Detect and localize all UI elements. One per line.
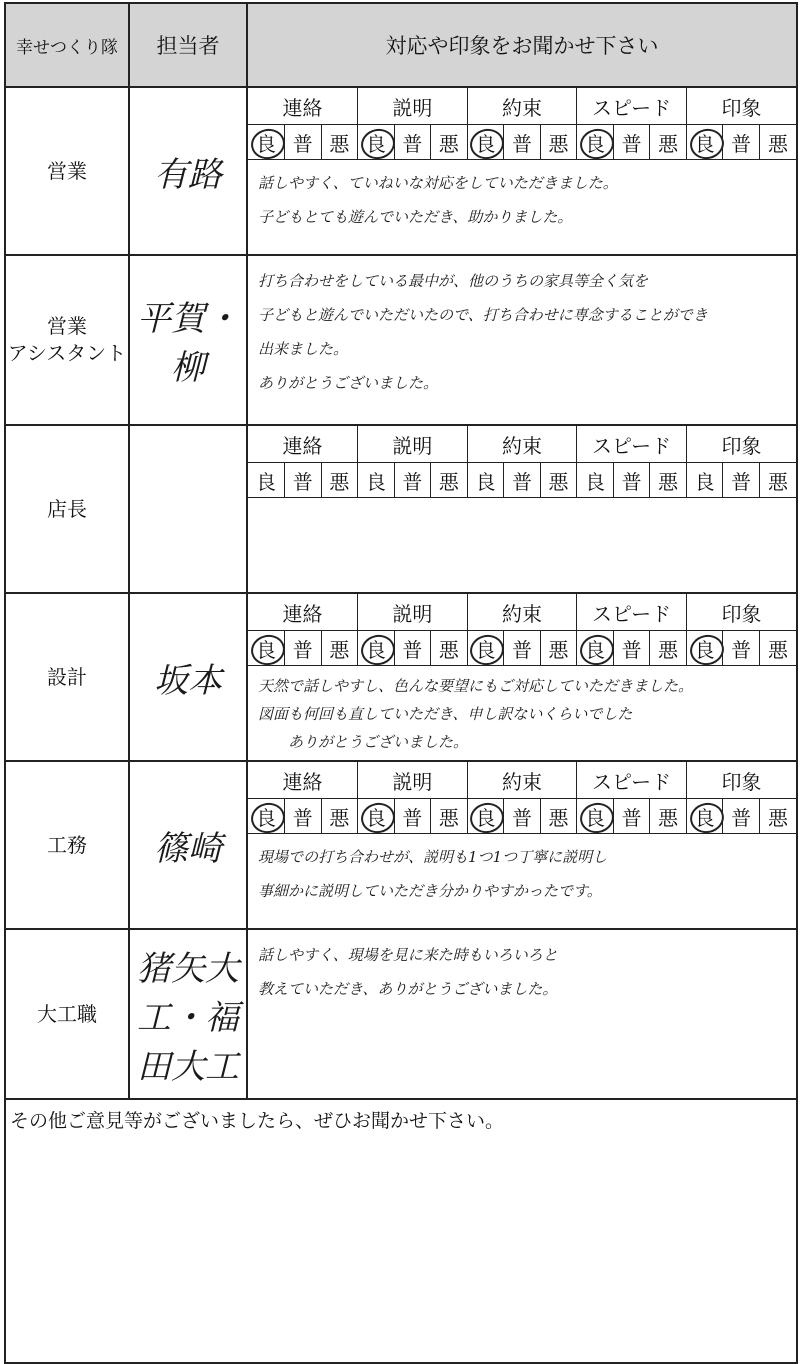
staff-signature: 篠崎 — [129, 761, 247, 929]
rating-option[interactable]: 悪 — [759, 799, 796, 834]
feedback-table — [4, 2, 798, 1364]
comment-block — [248, 256, 796, 404]
dept-row — [5, 425, 797, 593]
rating-option[interactable]: 悪 — [540, 631, 577, 666]
rating-option[interactable]: 普 — [504, 799, 541, 834]
feedback-cell — [247, 425, 797, 593]
staff-signature: 平賀・柳 — [129, 255, 247, 425]
rating-category: 印象 — [686, 426, 796, 463]
comment-line: 話しやすく、現場を見に来た時もいろいろと — [258, 946, 558, 964]
dept-row — [5, 929, 797, 1099]
rating-category: 説明 — [358, 426, 468, 463]
rating-category: 連絡 — [248, 762, 358, 799]
rating-option[interactable]: 良 — [358, 631, 395, 666]
rating-grid — [248, 88, 796, 160]
comment-block — [248, 834, 796, 912]
rating-option[interactable]: 悪 — [540, 799, 577, 834]
rating-option[interactable]: 普 — [394, 631, 431, 666]
feedback-cell — [247, 255, 797, 425]
rating-option[interactable]: 普 — [613, 125, 650, 160]
rating-option[interactable]: 良 — [248, 125, 285, 160]
rating-option[interactable]: 良 — [358, 799, 395, 834]
rating-option[interactable]: 普 — [504, 631, 541, 666]
staff-signature: 猪矢大工・福田大工 — [129, 929, 247, 1099]
rating-option[interactable]: 悪 — [650, 125, 687, 160]
rating-category: 印象 — [686, 594, 796, 631]
rating-option[interactable]: 悪 — [540, 125, 577, 160]
rating-option[interactable]: 悪 — [431, 463, 468, 498]
comment-line: 現場での打ち合わせが、説明も1つ1つ丁寧に説明し — [258, 848, 608, 866]
rating-option[interactable]: 良 — [577, 463, 614, 498]
rating-grid — [248, 426, 796, 498]
comment-line: 教えていただき、ありがとうございました。 — [258, 980, 558, 998]
dept-label: 大工職 — [5, 929, 129, 1099]
other-comments-prompt: その他ご意見等がございましたら、ぜひお聞かせ下さい。 — [5, 1099, 797, 1363]
rating-category: 印象 — [686, 88, 796, 125]
rating-category: 約束 — [467, 762, 577, 799]
staff-signature: 有路 — [129, 87, 247, 255]
rating-option[interactable]: 普 — [285, 125, 322, 160]
rating-category: 説明 — [358, 594, 468, 631]
rating-option[interactable]: 普 — [723, 631, 760, 666]
rating-option[interactable]: 悪 — [431, 799, 468, 834]
header-row — [5, 3, 797, 87]
rating-option[interactable]: 普 — [504, 463, 541, 498]
rating-option[interactable]: 悪 — [650, 799, 687, 834]
rating-option[interactable]: 普 — [613, 463, 650, 498]
comment-line: 天然で話しやすし、色んな要望にもご対応していただきました。 — [258, 677, 694, 695]
rating-option[interactable]: 良 — [686, 125, 723, 160]
rating-option[interactable]: 普 — [285, 799, 322, 834]
rating-option[interactable]: 良 — [467, 799, 504, 834]
rating-option[interactable]: 普 — [613, 631, 650, 666]
dept-row — [5, 255, 797, 425]
rating-category: 説明 — [358, 88, 468, 125]
dept-label: 店長 — [5, 425, 129, 593]
rating-grid — [248, 762, 796, 834]
rating-option[interactable]: 悪 — [650, 631, 687, 666]
rating-option[interactable]: 普 — [723, 463, 760, 498]
comment-line: 図面も何回も直していただき、申し訳ないくらいでした — [258, 705, 633, 723]
rating-category: 約束 — [467, 426, 577, 463]
staff-signature: 坂本 — [129, 593, 247, 761]
staff-header: 担当者 — [129, 3, 247, 87]
comment-line: 出来ました。 — [258, 340, 349, 358]
rating-option[interactable]: 良 — [467, 631, 504, 666]
rating-category: 連絡 — [248, 594, 358, 631]
rating-option[interactable]: 普 — [394, 799, 431, 834]
dept-row — [5, 593, 797, 761]
rating-option[interactable]: 普 — [394, 463, 431, 498]
rating-category: スピード — [577, 88, 687, 125]
dept-row — [5, 761, 797, 929]
feedback-cell — [247, 761, 797, 929]
rating-category: スピード — [577, 762, 687, 799]
comment-block — [248, 930, 796, 1010]
rating-option[interactable]: 良 — [686, 631, 723, 666]
rating-option[interactable]: 悪 — [321, 799, 358, 834]
rating-grid — [248, 594, 796, 666]
rating-category: 連絡 — [248, 88, 358, 125]
rating-category: 約束 — [467, 88, 577, 125]
comment-line: 打ち合わせをしている最中が、他のうちの家具等全く気を — [258, 272, 649, 290]
rating-option[interactable]: 良 — [577, 631, 614, 666]
rating-option[interactable]: 良 — [248, 799, 285, 834]
rating-option[interactable]: 良 — [467, 125, 504, 160]
rating-option[interactable]: 良 — [467, 463, 504, 498]
rating-category: 印象 — [686, 762, 796, 799]
rating-option[interactable]: 良 — [577, 799, 614, 834]
rating-option[interactable]: 良 — [248, 463, 285, 498]
dept-label: 工務 — [5, 761, 129, 929]
rating-option[interactable]: 普 — [504, 125, 541, 160]
feedback-cell — [247, 593, 797, 761]
rating-option[interactable]: 普 — [723, 125, 760, 160]
comment-line: 事細かに説明していただき分かりやすかったです。 — [258, 882, 602, 900]
comment-line: ありがとうございました。 — [288, 733, 469, 751]
rating-option[interactable]: 良 — [686, 799, 723, 834]
rating-option[interactable]: 普 — [285, 631, 322, 666]
rating-option[interactable]: 良 — [358, 463, 395, 498]
rating-option[interactable]: 悪 — [759, 631, 796, 666]
feedback-cell — [247, 87, 797, 255]
rating-option[interactable]: 悪 — [759, 463, 796, 498]
rating-option[interactable]: 悪 — [650, 463, 687, 498]
rating-category: 連絡 — [248, 426, 358, 463]
comment-line: 子どもとても遊んでいただき、助かりました。 — [258, 208, 573, 226]
rating-category: 説明 — [358, 762, 468, 799]
rating-option[interactable]: 悪 — [431, 631, 468, 666]
rating-option[interactable]: 悪 — [321, 125, 358, 160]
rating-option[interactable]: 良 — [577, 125, 614, 160]
rating-option[interactable]: 悪 — [540, 463, 577, 498]
dept-label: 営業 — [5, 87, 129, 255]
rating-option[interactable]: 悪 — [321, 463, 358, 498]
dept-label: 設計 — [5, 593, 129, 761]
other-row — [5, 1099, 797, 1363]
comment-line: 話しやすく、ていねいな対応をしていただきました。 — [258, 174, 618, 192]
rating-category: 約束 — [467, 594, 577, 631]
dept-label: 営業 アシスタント — [5, 255, 129, 425]
rating-category: スピード — [577, 426, 687, 463]
feedback-cell — [247, 929, 797, 1099]
rating-option[interactable]: 普 — [613, 799, 650, 834]
team-header: 幸せつくり隊 — [5, 3, 129, 87]
comment-line: 子どもと遊んでいただいたので、打ち合わせに専念することができ — [258, 306, 708, 324]
rating-option[interactable]: 良 — [248, 631, 285, 666]
rating-category: スピード — [577, 594, 687, 631]
rating-option[interactable]: 普 — [723, 799, 760, 834]
rating-option[interactable]: 普 — [285, 463, 322, 498]
rating-option[interactable]: 悪 — [431, 125, 468, 160]
rating-option[interactable]: 悪 — [321, 631, 358, 666]
comment-block — [248, 666, 796, 760]
rating-option[interactable]: 良 — [358, 125, 395, 160]
rating-option[interactable]: 良 — [686, 463, 723, 498]
staff-signature — [129, 425, 247, 593]
rating-option[interactable]: 悪 — [759, 125, 796, 160]
comment-line: ありがとうございました。 — [258, 374, 439, 392]
dept-row — [5, 87, 797, 255]
feedback-header: 対応や印象をお聞かせ下さい — [247, 3, 797, 87]
comment-block — [248, 160, 796, 238]
rating-option[interactable]: 普 — [394, 125, 431, 160]
